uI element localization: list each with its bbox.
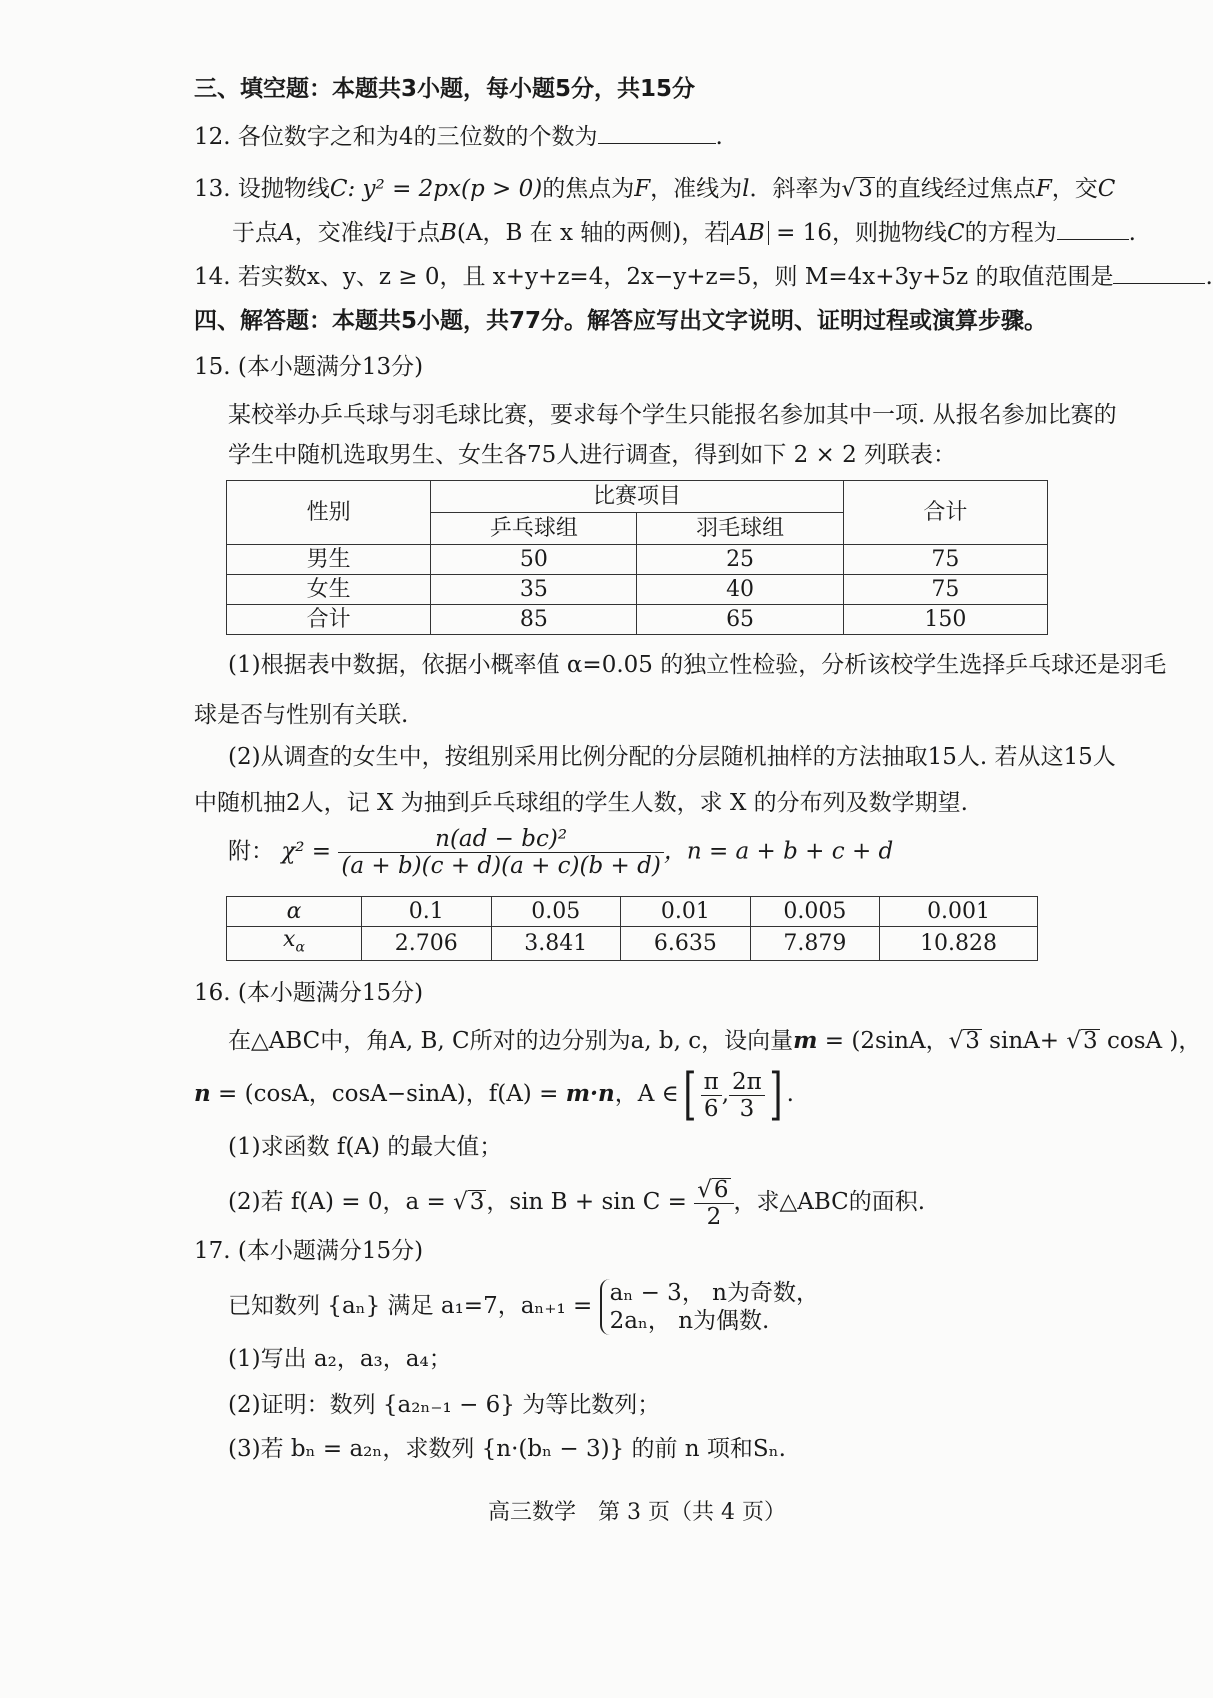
table-cell: 35 (431, 575, 637, 605)
q13-text: ，若 (681, 220, 728, 246)
table-cell: 0.01 (621, 897, 751, 927)
q15-header (194, 352, 423, 382)
table-row (227, 897, 1038, 927)
q15-score: (本小题满分13分) (237, 354, 424, 380)
q13-text: (A，B 在 x 轴的两侧) (456, 220, 682, 246)
section4-heading: 四、解答题：本题共5小题，共77分。解答应写出文字说明、证明过程或演算步骤。 (194, 308, 1048, 334)
q13-var: l (386, 220, 394, 246)
chi-n-def: ，n = a + b + c + d (663, 838, 894, 865)
q13-var: A (278, 220, 295, 246)
dot-product: m·n (565, 1080, 615, 1107)
frac-2pi-3 (729, 1069, 765, 1122)
q13-var: C (1097, 176, 1116, 202)
question-13-line2 (232, 218, 1136, 248)
q13-end: . (1128, 220, 1136, 246)
x-alpha-label: x (283, 927, 296, 952)
q16-text: . (786, 1081, 794, 1107)
table-cell: 85 (431, 605, 637, 635)
table-cell: 男生 (227, 545, 431, 575)
q16-number: 16. (194, 980, 231, 1006)
q13-number: 13. (194, 176, 231, 202)
chi-square-formula (228, 826, 893, 879)
table-cell: 75 (843, 545, 1047, 575)
chi-denominator: (a + b)(c + d)(a + c)(b + d) (341, 853, 661, 879)
q15-sub1-line2: 球是否与性别有关联. (194, 702, 409, 728)
frac-num: 2π (729, 1069, 765, 1096)
table-cell: 50 (431, 545, 637, 575)
q17-header (194, 1236, 423, 1266)
q16-sub1: (1)求函数 f(A) 的最大值； (228, 1134, 503, 1160)
table-row (227, 545, 1048, 575)
case-even: 2aₙ， n为偶数. (609, 1308, 770, 1334)
chi-lhs: χ² = (281, 838, 332, 865)
q16-header (194, 978, 423, 1008)
table-cell: 3.841 (491, 927, 621, 961)
q17-sub2: (2)证明：数列 {a₂ₙ₋₁ − 6} 为等比数列； (228, 1392, 661, 1418)
question-14 (194, 262, 1213, 292)
critical-value-table (226, 896, 1038, 961)
q16-text: = (cosA，cosA−sinA)，f(A) = (210, 1081, 566, 1107)
table-header-project: 比赛项目 (431, 481, 843, 513)
q13-parabola-eq: : y² = 2px(p > 0) (347, 176, 543, 202)
table-cell: 10.828 (880, 927, 1038, 961)
section3-heading: 三、填空题：本题共3小题，每小题5分，共15分 (194, 76, 696, 102)
frac-den: 3 (739, 1095, 755, 1122)
question-13-line1: 13. 设抛物线C: y² = 2px(p > 0)的焦点为F，准线为l．斜率为√3的直线经过焦点F，交C (194, 176, 1116, 202)
q13-text: 的焦点为 (542, 176, 635, 202)
frac-sqrt6-2 (694, 1177, 733, 1230)
q12-end: . (715, 124, 723, 150)
q13-text: 于点 (393, 220, 440, 246)
q17-definition (228, 1276, 819, 1336)
table-cell: 75 (843, 575, 1047, 605)
q14-text: 若实数x、y、z ≥ 0，且 x+y+z=4，2x−y+z=5，则 M=4x+3y+5z 的取值范围是 (237, 264, 1114, 290)
q17-score: (本小题满分15分) (237, 1238, 424, 1264)
q12-answer-blank[interactable] (598, 123, 716, 144)
table-header-badminton: 羽毛球组 (637, 513, 843, 545)
q16-text: ，求△ABC的面积. (733, 1189, 926, 1215)
q13-sqrt: 3 (858, 176, 873, 202)
q14-end: . (1205, 264, 1213, 290)
q13-abs: AB (727, 221, 769, 245)
table-cell: 0.1 (362, 897, 492, 927)
q13-text: 设抛物线 (237, 176, 330, 202)
table-header-pingpong: 乒乓球组 (431, 513, 637, 545)
table-cell: 合计 (227, 605, 431, 635)
table-cell: 女生 (227, 575, 431, 605)
q16-text: (2)若 f(A) = 0，a = (228, 1189, 454, 1215)
q16-sqrt: 3 (965, 1028, 980, 1054)
question-12 (194, 122, 723, 152)
table-cell: 65 (637, 605, 843, 635)
table-header-total: 合计 (843, 481, 1047, 545)
q16-text: sinA+ (981, 1028, 1067, 1054)
frac-den: 2 (706, 1203, 722, 1230)
contingency-table (226, 480, 1048, 635)
q12-text: 各位数字之和为4的三位数的个数为 (237, 124, 598, 150)
q16-sub2: (2)若 f(A) = 0，a = √3，sin B + sin C = $\frac{√6}{2}$ ，求△ABC的面积. (228, 1176, 926, 1230)
table-cell: 0.001 (880, 897, 1038, 927)
q16-line1: 在△ABC中，角A, B, C所对的边分别为a, b, c，设向量m = (2sinA，√3 sinA+ √3 cosA )， (228, 1027, 1202, 1054)
page-footer: 高三数学 第 3 页（共 4 页） (488, 1500, 786, 1525)
q13-answer-blank[interactable] (1057, 219, 1129, 240)
frac-pi-6 (701, 1069, 722, 1122)
table-cell: 25 (637, 545, 843, 575)
table-cell: α (227, 897, 362, 927)
table-cell: 6.635 (621, 927, 751, 961)
q15-sub1-line1: (1)根据表中数据，依据小概率值 α=0.05 的独立性检验，分析该校学生选择乒乓球还是羽毛 (228, 652, 1167, 678)
q13-var: C (946, 220, 965, 246)
q17-sub3: (3)若 bₙ = a₂ₙ，求数列 {n·(bₙ − 3)} 的前 n 项和Sₙ. (228, 1436, 786, 1462)
q13-text: ，则抛物线 (831, 220, 947, 246)
table-cell: 150 (843, 605, 1047, 635)
q15-sub2-line1: (2)从调查的女生中，按组别采用比例分配的分层随机抽样的方法抽取15人. 若从这15人 (228, 744, 1116, 770)
q16-sqrt: 3 (1083, 1028, 1098, 1054)
chi-numerator: n(ad − bc)² (338, 826, 663, 853)
q16-sqrt: 6 (713, 1176, 729, 1203)
table-cell: 40 (637, 575, 843, 605)
q16-text: 在△ABC中，角A, B, C所对的边分别为a, b, c，设向量 (228, 1028, 794, 1054)
q15-para2: 学生中随机选取男生、女生各75人进行调查，得到如下 2 × 2 列联表： (228, 442, 957, 468)
q13-var: B (439, 220, 457, 246)
q13-text: ，交 (1051, 176, 1098, 202)
q12-number: 12. (194, 124, 231, 150)
q16-text: = (2sinA， (817, 1028, 949, 1054)
q13-var: C (329, 176, 348, 202)
table-row (227, 605, 1048, 635)
chi-fraction (338, 826, 663, 879)
table-cell: 0.05 (491, 897, 621, 927)
alpha-subscript: α (295, 939, 305, 956)
q13-var: l (742, 176, 750, 202)
table-cell: 2.706 (362, 927, 492, 961)
q16-line2: n = (cosA，cosA−sinA)，f(A) = m·n，A ∈[ $\frac{\pi}{6}$ , $\frac{2\pi}{3}$ ] . (194, 1062, 794, 1127)
frac-den: 6 (703, 1095, 719, 1122)
q14-answer-blank[interactable] (1113, 263, 1205, 284)
table-header-gender: 性别 (227, 481, 431, 545)
q13-var: F (1035, 176, 1052, 202)
q13-text: = 16 (776, 220, 832, 246)
frac-num: √6 (694, 1177, 733, 1204)
q13-text: 于点 (232, 220, 278, 246)
q15-sub2-line2: 中随机抽2人，记 X 为抽到乒乓球组的学生人数，求 X 的分布列及数学期望. (194, 790, 968, 816)
q16-text: cosA )， (1099, 1028, 1202, 1054)
table-cell (227, 927, 362, 961)
case-odd: aₙ − 3， n为奇数， (609, 1280, 819, 1306)
table-row (227, 927, 1038, 961)
q16-score: (本小题满分15分) (237, 980, 424, 1006)
q17-sub1: (1)写出 a₂，a₃，a₄； (228, 1346, 452, 1372)
q13-text: ，准线为 (650, 176, 743, 202)
q16-text: ，sin B + sin C = (486, 1189, 695, 1215)
q13-text: 的直线经过焦点 (874, 176, 1036, 202)
q17-text: 已知数列 {aₙ} 满足 a₁=7，aₙ₊₁ = (228, 1293, 593, 1319)
right-bracket: ] (769, 1062, 783, 1127)
table-cell: 0.005 (750, 897, 880, 927)
table-cell: 7.879 (750, 927, 880, 961)
q13-var: F (634, 176, 651, 202)
vector-n: n (194, 1080, 211, 1107)
left-bracket: [ (683, 1062, 697, 1127)
q15-para1: 某校举办乒乓球与羽毛球比赛，要求每个学生只能报名参加其中一项. 从报名参加比赛的 (228, 402, 1117, 428)
q16-sqrt: 3 (469, 1189, 485, 1215)
q13-text: ，交准线 (294, 220, 387, 246)
appendix-label: 附： (228, 838, 274, 865)
q13-text: ．斜率为 (749, 176, 842, 202)
frac-num: π (701, 1069, 722, 1096)
piecewise-cases (600, 1279, 819, 1335)
q14-number: 14. (194, 264, 231, 290)
q13-text: 的方程为 (964, 220, 1057, 246)
q16-text: ，A ∈ (614, 1081, 679, 1107)
vector-m: m (793, 1027, 818, 1054)
table-row (227, 575, 1048, 605)
q17-number: 17. (194, 1238, 231, 1264)
q15-number: 15. (194, 354, 231, 380)
